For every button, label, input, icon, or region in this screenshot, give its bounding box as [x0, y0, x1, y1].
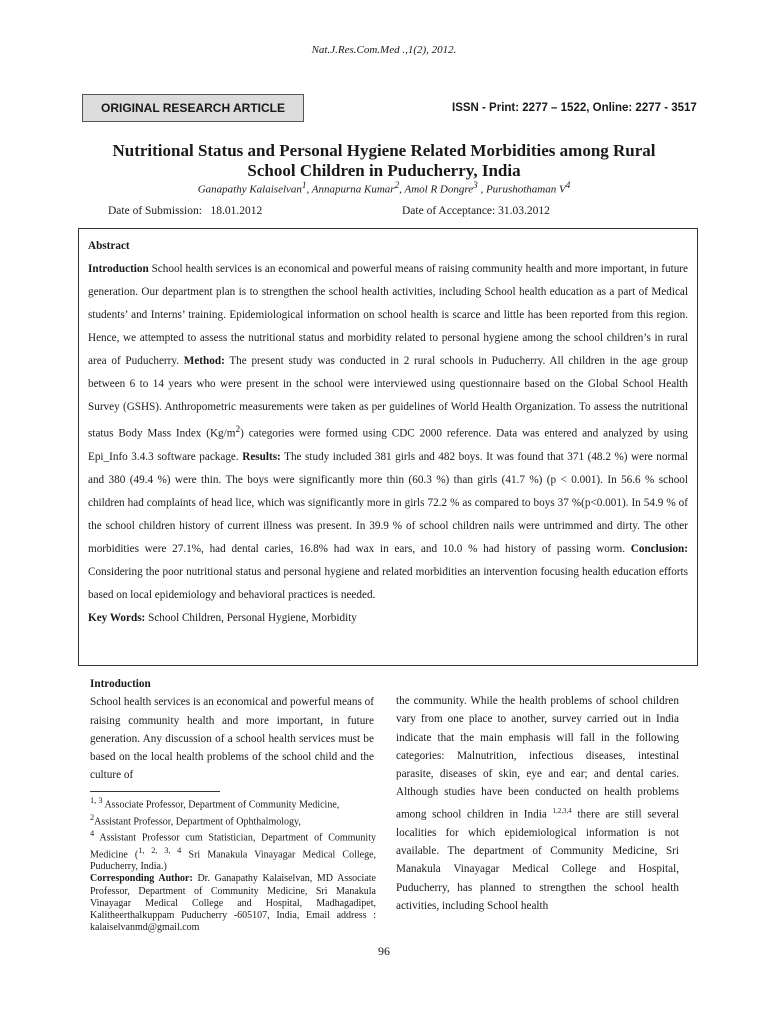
footnote-1: Associate Professor, Department of Community Medicine, [102, 799, 340, 811]
keywords-text: School Children, Personal Hygiene, Morbidity [145, 611, 357, 624]
right-text-b: there are still several localities for which epidemiological information is not available. The department of Community Medicine, Sri Manakula Vinayagar Medical College and Hospital, Puducherry, has planned to strengthen the school health activities, including School health [396, 808, 679, 912]
results-text: The study included 381 girls and 482 boys. It was found that 371 (48.2 %) were normal and 380 (49.4 %) were thin. The boys were significantly more thin (60.3 %) than girls (41.7 %) (p < 0.001). In 56.6 % school children had complaints of head lice, which was significantly more in girls 72.2 % as compared to boys 37 %(p<0.001). In 54.9 % of the school children history of current illness was present. In 39.9 % of school children nails were untrimmed and dirty. The other morbidities were 27.1%, had dental caries, 16.8% had wax in ears, and 10.0 % had history of passing worm. [88, 450, 688, 555]
title-line-1: Nutritional Status and Personal Hygiene Related Morbidities among Rural [112, 141, 656, 160]
abstract-heading: Abstract [88, 240, 130, 252]
author-affiliation-sup: 3 [473, 180, 478, 190]
submission-date [108, 205, 262, 217]
article-type-badge: ORIGINAL RESEARCH ARTICLE [82, 94, 304, 122]
keywords-label: Key Words: [88, 611, 146, 624]
author-affiliation-sup: 4 [565, 180, 571, 190]
author-name: Amol R Dongre [404, 183, 474, 196]
right-column [396, 692, 679, 915]
paper-title [80, 141, 688, 181]
abstract-box [78, 228, 698, 666]
footnote-3-cont: Sri Manakula Vinayagar Medical College, Puducherry, India.) [90, 848, 377, 873]
corresponding-author-label: Corresponding Author: [90, 873, 193, 885]
author-list: Ganapathy Kalaiselvan$^1$, Annapurna Kumar$^2$, Amol R Dongre$^3$ , Purushothaman $V^4$ [197, 180, 571, 196]
title-line-2: School Children in Puducherry, India [247, 161, 521, 180]
footnote-2: Assistant Professor, Department of Ophthalmology, [94, 815, 301, 827]
footnote-rule [90, 791, 220, 792]
fn-sup: 4 [90, 829, 95, 839]
right-column-text [396, 692, 679, 915]
keywords [88, 607, 688, 630]
submission-value: 18.01.2012 [210, 205, 263, 217]
acceptance-label: Date of Acceptance: [402, 205, 496, 217]
fn-sup: 2 [90, 812, 95, 822]
author-name: Annapurna Kumar [311, 183, 395, 196]
author-affiliation-sup: 1 [301, 180, 307, 190]
method-sup: 2 [235, 425, 241, 435]
introduction-text: School health services is an economical and powerful means of raising community health and more important, in future generation. Any discussion of a school health services must be based on the local health problems of the school child and the culture of [90, 696, 374, 782]
acceptance-value: 31.03.2012 [498, 205, 550, 217]
footnotes [90, 795, 376, 934]
intro-label: Introduction [88, 263, 149, 275]
abstract-body [88, 258, 688, 607]
conclusion-label: Conclusion: [630, 542, 688, 555]
corresponding-author-text: Dr. Ganapathy Kalaiselvan, MD Associate Professor, Department of Community Medicine, Sri Manakula Vinayagar Medical College and Hospital, Madhagadipet, Kalitheerthalkuppam Puducherry -605107, India, Email address : kalaiselvanmd@gmail.com [90, 873, 376, 934]
method-text: The present study was conducted in 2 rural schools in Puducherry. All children in the age group between 6 to 14 years who were present in the school were interviewed using questionnaire based on the Global School Health Survey (GSHS). Anthropometric measurements were taken as per guidelines of World Health Organization. To assess the nutritional status Body Mass Index (Kg/m [88, 355, 688, 440]
right-text-a: the community. While the health problems of school children vary from one place to another, survey carried out in India indicate that the main emphasis will fall in the following categories: Malnutrition, infectious diseases, intestinal parasite, diseases of skin, eye and ear; and dental caries. Although studies have been conducted on health problems among school children in India [396, 695, 679, 821]
author-name: Purushothaman V [485, 183, 566, 196]
acceptance-date [402, 205, 550, 217]
author-affiliation-sup: 2 [394, 180, 400, 190]
left-column [90, 675, 374, 785]
reference-sup: 1,2,3,4 [552, 806, 572, 815]
author-name: Ganapathy Kalaiselvan [197, 183, 302, 196]
journal-citation: Nat.J.Res.Com.Med .,1(2), 2012. [311, 44, 457, 56]
results-label: Results: [242, 450, 281, 463]
intro-text: School health services is an economical and powerful means of raising community health and more important, in future generation. Our department plan is to strengthen the school health activities, including School health education as a part of Medical students’ and Interns’ training. Epidemiological information on school health is scarce and little has been reported from this region. Hence, we attempted to assess the nutritional status and morbidity related to personal hygiene among the school children’s in rural area of Puducherry. [88, 263, 688, 367]
conclusion-text: Considering the poor nutritional status and personal hygiene and related morbidities an intervention focusing health education efforts based on local epidemiology and behavioral practices is needed. [88, 565, 688, 601]
introduction-heading: Introduction [90, 678, 151, 690]
submission-label: Date of Submission: [108, 205, 202, 217]
page-number: 96 [378, 944, 390, 958]
method-text-cont: ) categories were formed using CDC 2000 reference. Data was entered and analyzed by using Epi_Info 3.4.3 software package. [88, 427, 688, 463]
issn-line: ISSN - Print: 2277 – 1522, Online: 2277 - 3517 [452, 102, 697, 114]
method-label: Method: [183, 355, 225, 367]
fn-sup: 1, 3 [90, 796, 103, 805]
footnote-3: Assistant Professor cum Statistician, Department of Community Medicine ( [90, 832, 376, 860]
fn-sup: 1, 2, 3, 4 [138, 845, 182, 855]
